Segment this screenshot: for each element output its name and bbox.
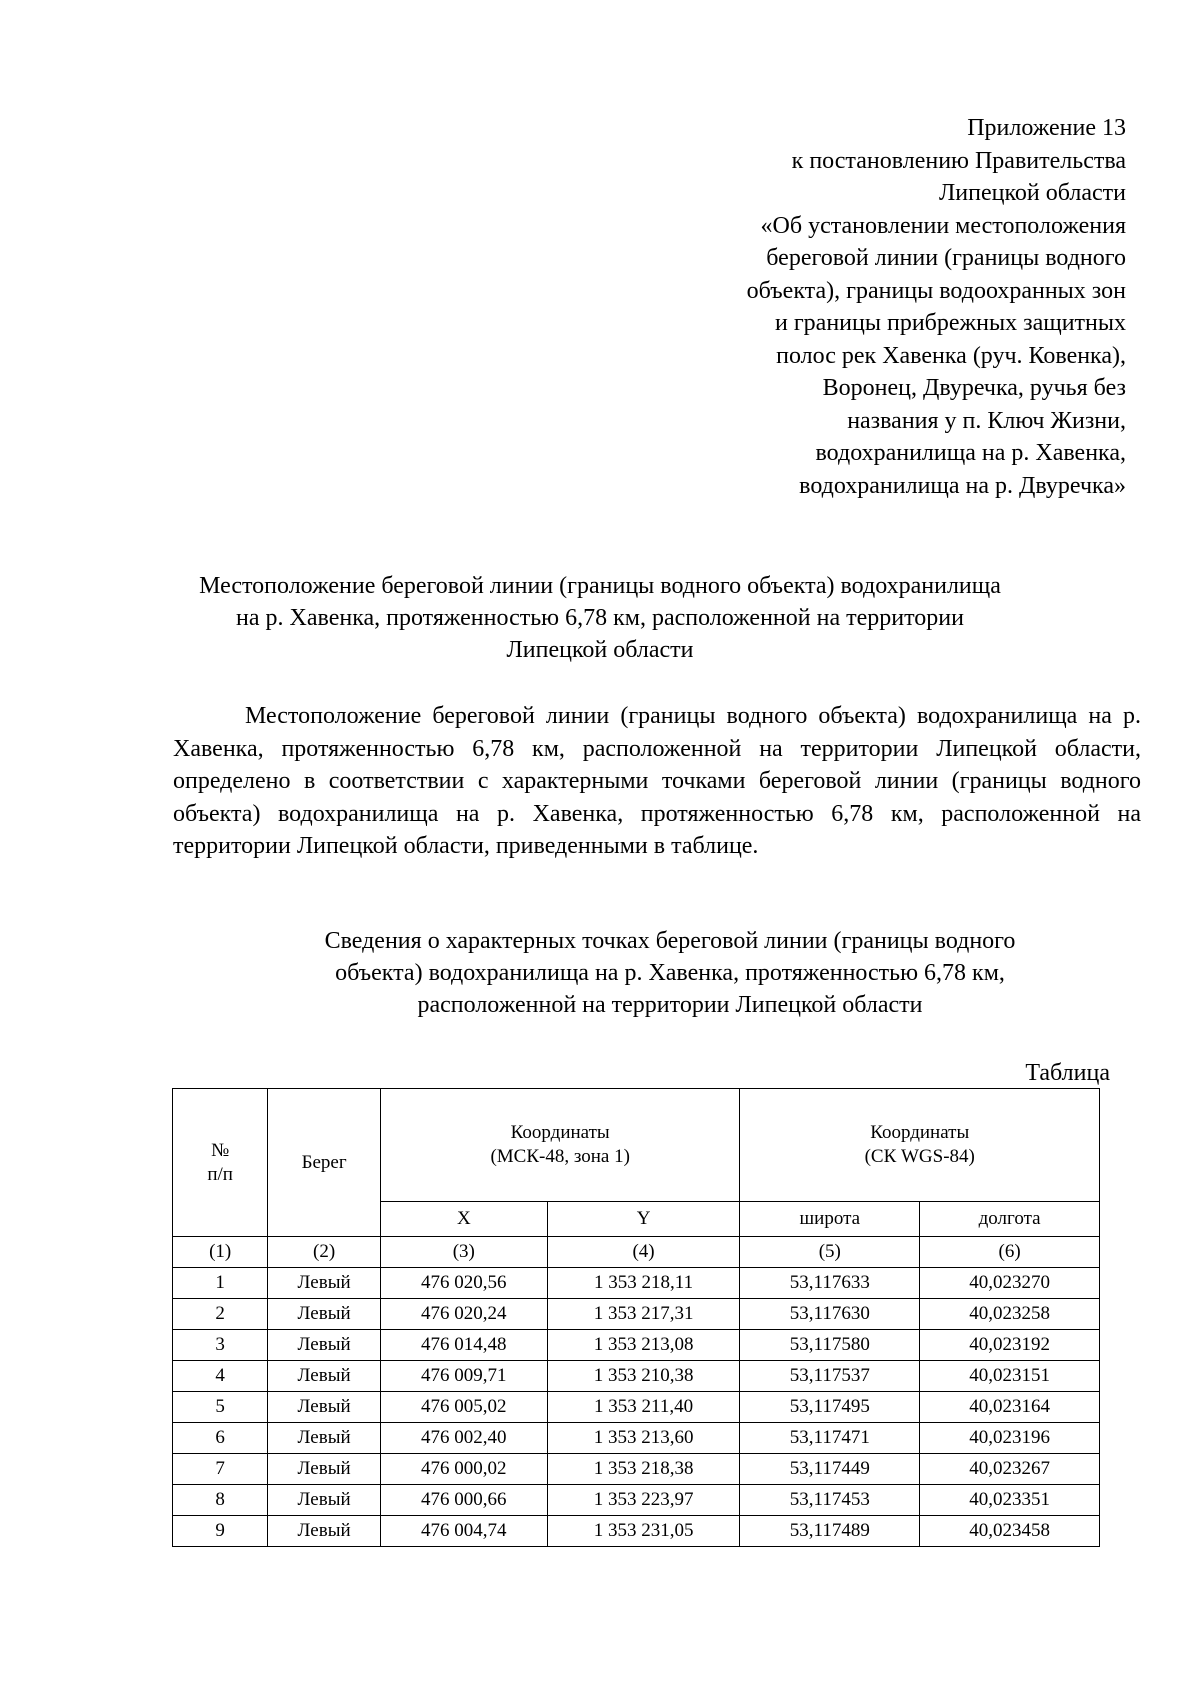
cell-bank: Левый <box>268 1268 381 1299</box>
table-row <box>173 1330 1100 1361</box>
table-title-line: расположенной на территории Липецкой области <box>417 992 923 1018</box>
coordinates-table <box>172 1088 1100 1547</box>
table-row <box>173 1392 1100 1423</box>
appendix-line: полос рек Хавенка (руч. Ковенка), <box>776 342 1126 369</box>
cell-x: 476 005,02 <box>380 1392 547 1423</box>
cell-bank: Левый <box>268 1423 381 1454</box>
header-y: Y <box>547 1202 740 1237</box>
cell-x: 476 020,24 <box>380 1299 547 1330</box>
header-msk-coordinates <box>380 1089 740 1202</box>
cell-x: 476 000,66 <box>380 1485 547 1516</box>
cell-x: 476 009,71 <box>380 1361 547 1392</box>
cell-latitude: 53,117495 <box>740 1392 920 1423</box>
cell-bank: Левый <box>268 1299 381 1330</box>
cell-bank: Левый <box>268 1454 381 1485</box>
cell-y: 1 353 210,38 <box>547 1361 740 1392</box>
table-row <box>173 1299 1100 1330</box>
table-row <box>173 1485 1100 1516</box>
header-latitude: широта <box>740 1202 920 1237</box>
header-wgs-coordinates <box>740 1089 1100 1202</box>
cell-x: 476 014,48 <box>380 1330 547 1361</box>
cell-x: 476 020,56 <box>380 1268 547 1299</box>
cell-y: 1 353 217,31 <box>547 1299 740 1330</box>
table-row <box>173 1516 1100 1547</box>
cell-latitude: 53,117471 <box>740 1423 920 1454</box>
cell-latitude: 53,117633 <box>740 1268 920 1299</box>
cell-bank: Левый <box>268 1485 381 1516</box>
cell-latitude: 53,117537 <box>740 1361 920 1392</box>
cell-bank: Левый <box>268 1516 381 1547</box>
cell-y: 1 353 213,08 <box>547 1330 740 1361</box>
cell-longitude: 40,023270 <box>920 1268 1100 1299</box>
table-row <box>173 1361 1100 1392</box>
cell-x: 476 000,02 <box>380 1454 547 1485</box>
cell-number: 8 <box>173 1485 268 1516</box>
appendix-line: Воронец, Двуречка, ручья без <box>822 375 1126 401</box>
cell-number: 9 <box>173 1516 268 1547</box>
header-number-line1: № <box>211 1139 230 1161</box>
cell-y: 1 353 231,05 <box>547 1516 740 1547</box>
table-header-row <box>173 1089 1100 1202</box>
table-caption: Таблица <box>1025 1060 1110 1086</box>
cell-bank: Левый <box>268 1330 381 1361</box>
cell-y: 1 353 218,11 <box>547 1268 740 1299</box>
appendix-line: названия у п. Ключ Жизни, <box>847 407 1126 434</box>
appendix-line: и границы прибрежных защитных <box>774 310 1126 336</box>
table-title-line: объекта) водохранилища на р. Хавенка, протяженностью 6,78 км, <box>335 960 1005 986</box>
appendix-line: «Об установлении местоположения <box>760 212 1126 239</box>
table-row <box>173 1268 1100 1299</box>
cell-y: 1 353 218,38 <box>547 1454 740 1485</box>
cell-longitude: 40,023458 <box>920 1516 1100 1547</box>
appendix-line: к постановлению Правительства <box>791 147 1126 174</box>
column-number-row <box>173 1237 1100 1268</box>
cell-latitude: 53,117580 <box>740 1330 920 1361</box>
header-number <box>173 1089 268 1237</box>
header-number-line2: п/п <box>207 1163 233 1185</box>
cell-latitude: 53,117489 <box>740 1516 920 1547</box>
cell-longitude: 40,023351 <box>920 1485 1100 1516</box>
appendix-line: объекта), границы водоохранных зон <box>746 277 1126 304</box>
cell-x: 476 004,74 <box>380 1516 547 1547</box>
cell-longitude: 40,023151 <box>920 1361 1100 1392</box>
body-paragraph: Местоположение береговой линии (границы водного объекта) водохранилища на р. Хавенка, протяженностью 6,78 км, расположенной на территории Липецкой области, определено в соответствии с характерными точками береговой линии (границы водного объекта) водохранилища на р. Хавенка, протяженностью 6,78 км, расположенной на территории Липецкой области, приведенными в таблице. <box>173 703 1141 859</box>
cell-bank: Левый <box>268 1361 381 1392</box>
column-number: (3) <box>380 1237 547 1268</box>
cell-longitude: 40,023258 <box>920 1299 1100 1330</box>
appendix-line: водохранилища на р. Хавенка, <box>815 440 1126 466</box>
cell-bank: Левый <box>268 1392 381 1423</box>
appendix-line: береговой линии (границы водного <box>766 245 1126 271</box>
header-longitude: долгота <box>920 1202 1100 1237</box>
title-line: Липецкой области <box>506 637 694 663</box>
column-number: (2) <box>268 1237 381 1268</box>
appendix-line: водохранилища на р. Двуречка» <box>799 472 1126 499</box>
cell-number: 4 <box>173 1361 268 1392</box>
title-line: Местоположение береговой линии (границы водного объекта) водохранилища <box>199 573 1001 599</box>
header-bank: Берег <box>268 1089 381 1237</box>
appendix-line: Липецкой области <box>939 180 1126 206</box>
cell-latitude: 53,117630 <box>740 1299 920 1330</box>
document-title <box>160 570 1040 666</box>
cell-number: 3 <box>173 1330 268 1361</box>
appendix-header <box>606 112 1126 502</box>
header-wgs-line2: (СК WGS-84) <box>864 1146 975 1167</box>
appendix-line: Приложение 13 <box>967 115 1126 141</box>
cell-number: 7 <box>173 1454 268 1485</box>
column-number: (4) <box>547 1237 740 1268</box>
cell-number: 1 <box>173 1268 268 1299</box>
cell-y: 1 353 223,97 <box>547 1485 740 1516</box>
header-x: X <box>380 1202 547 1237</box>
cell-number: 6 <box>173 1423 268 1454</box>
cell-longitude: 40,023267 <box>920 1454 1100 1485</box>
header-wgs-line1: Координаты <box>870 1122 970 1143</box>
table-title <box>230 925 1110 1021</box>
table-title-line: Сведения о характерных точках береговой линии (границы водного <box>324 928 1016 954</box>
cell-number: 2 <box>173 1299 268 1330</box>
cell-number: 5 <box>173 1392 268 1423</box>
table-row <box>173 1423 1100 1454</box>
cell-y: 1 353 211,40 <box>547 1392 740 1423</box>
cell-longitude: 40,023196 <box>920 1423 1100 1454</box>
cell-x: 476 002,40 <box>380 1423 547 1454</box>
table-row <box>173 1454 1100 1485</box>
header-msk-line2: (МСК-48, зона 1) <box>490 1146 630 1167</box>
cell-longitude: 40,023164 <box>920 1392 1100 1423</box>
header-msk-line1: Координаты <box>510 1122 610 1143</box>
title-line: на р. Хавенка, протяженностью 6,78 км, расположенной на территории <box>236 605 964 631</box>
cell-latitude: 53,117453 <box>740 1485 920 1516</box>
column-number: (6) <box>920 1237 1100 1268</box>
column-number: (5) <box>740 1237 920 1268</box>
cell-y: 1 353 213,60 <box>547 1423 740 1454</box>
column-number: (1) <box>173 1237 268 1268</box>
cell-latitude: 53,117449 <box>740 1454 920 1485</box>
cell-longitude: 40,023192 <box>920 1330 1100 1361</box>
